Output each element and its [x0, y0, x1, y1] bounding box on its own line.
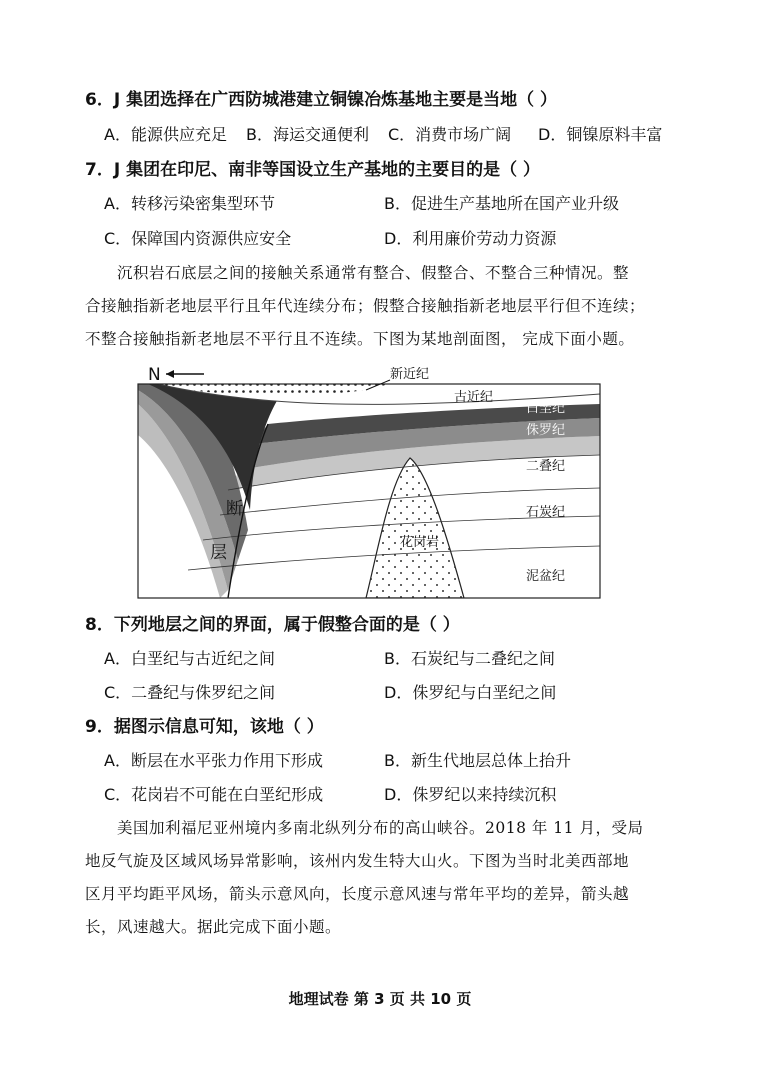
q6-option-a: A．能源供应充足 [104, 125, 227, 144]
q6-option-d: D．铜镍原料丰富 [538, 125, 663, 144]
passage-california-line: 长，风速越大。据此完成下面小题。 [85, 918, 342, 936]
q9-option-d: D．侏罗纪以来持续沉积 [384, 785, 557, 804]
passage-california-line: 区月平均距平风场，箭头示意风向，长度示意风速与常年平均的差异，箭头越 [85, 885, 630, 903]
passage-strata-line: 合接触指新老地层平行且年代连续分布；假整合接触指新老地层平行但不连续； [85, 297, 646, 315]
label-granite: 花岗岩 [400, 535, 440, 550]
passage-california-line: 美国加利福尼亚州境内多南北纵列分布的高山峡谷。2018 年 11 月，受局 [117, 819, 644, 837]
q7-option-d: D．利用廉价劳动力资源 [384, 229, 557, 248]
passage-strata-line: 沉积岩石底层之间的接触关系通常有整合、假整合、不整合三种情况。整 [117, 264, 630, 282]
label-devonian: 泥盆纪 [526, 569, 566, 584]
q7-stem: 7．J 集团在印尼、南非等国设立生产基地的主要目的是（ ） [85, 160, 540, 180]
label-fault-1: 断 [226, 499, 243, 519]
passage-strata [85, 257, 685, 356]
label-fault-2: 层 [210, 543, 227, 563]
q8-option-c: C．二叠纪与侏罗纪之间 [104, 683, 276, 702]
label-cretaceous: 白垩纪 [526, 401, 566, 416]
passage-strata-line: 不整合接触指新老地层不平行且不连续。下图为某地剖面图， 完成下面小题。 [85, 330, 635, 348]
passage-california-line: 地反气旋及区域风场异常影响，该州内发生特大山火。下图为当时北美西部地 [85, 852, 630, 870]
q9-option-a: A．断层在水平张力作用下形成 [104, 751, 323, 770]
q7-option-a: A．转移污染密集型环节 [104, 194, 275, 213]
q8-stem: 8．下列地层之间的界面，属于假整合面的是（ ） [85, 615, 460, 635]
q7-option-c: C．保障国内资源供应安全 [104, 229, 292, 248]
geologic-cross-section [128, 360, 608, 600]
north-label: N [148, 365, 161, 385]
q8-option-d: D．侏罗纪与白垩纪之间 [384, 683, 557, 702]
north-arrow-icon [166, 370, 204, 378]
label-jurassic: 侏罗纪 [526, 423, 566, 438]
label-neogene: 新近纪 [390, 367, 430, 382]
q8-option-a: A．白垩纪与古近纪之间 [104, 649, 275, 668]
page-footer: 地理试卷 第 3 页 共 10 页 [288, 990, 472, 1008]
q6-stem: 6．J 集团选择在广西防城港建立铜镍冶炼基地主要是当地（ ） [85, 90, 557, 110]
q7-option-b: B．促进生产基地所在国产业升级 [384, 194, 619, 213]
q9-option-b: B．新生代地层总体上抬升 [384, 751, 571, 770]
q6-option-b: B．海运交通便利 [246, 125, 369, 144]
label-permian: 二叠纪 [526, 459, 566, 474]
q6-option-c: C．消费市场广阔 [388, 125, 512, 144]
q8-option-b: B．石炭纪与二叠纪之间 [384, 649, 555, 668]
q9-stem: 9．据图示信息可知，该地（ ） [85, 717, 324, 737]
label-paleogene: 古近纪 [454, 390, 494, 405]
q9-option-c: C．花岗岩不可能在白垩纪形成 [104, 785, 324, 804]
label-carboniferous: 石炭纪 [526, 505, 566, 520]
passage-california [85, 812, 685, 944]
